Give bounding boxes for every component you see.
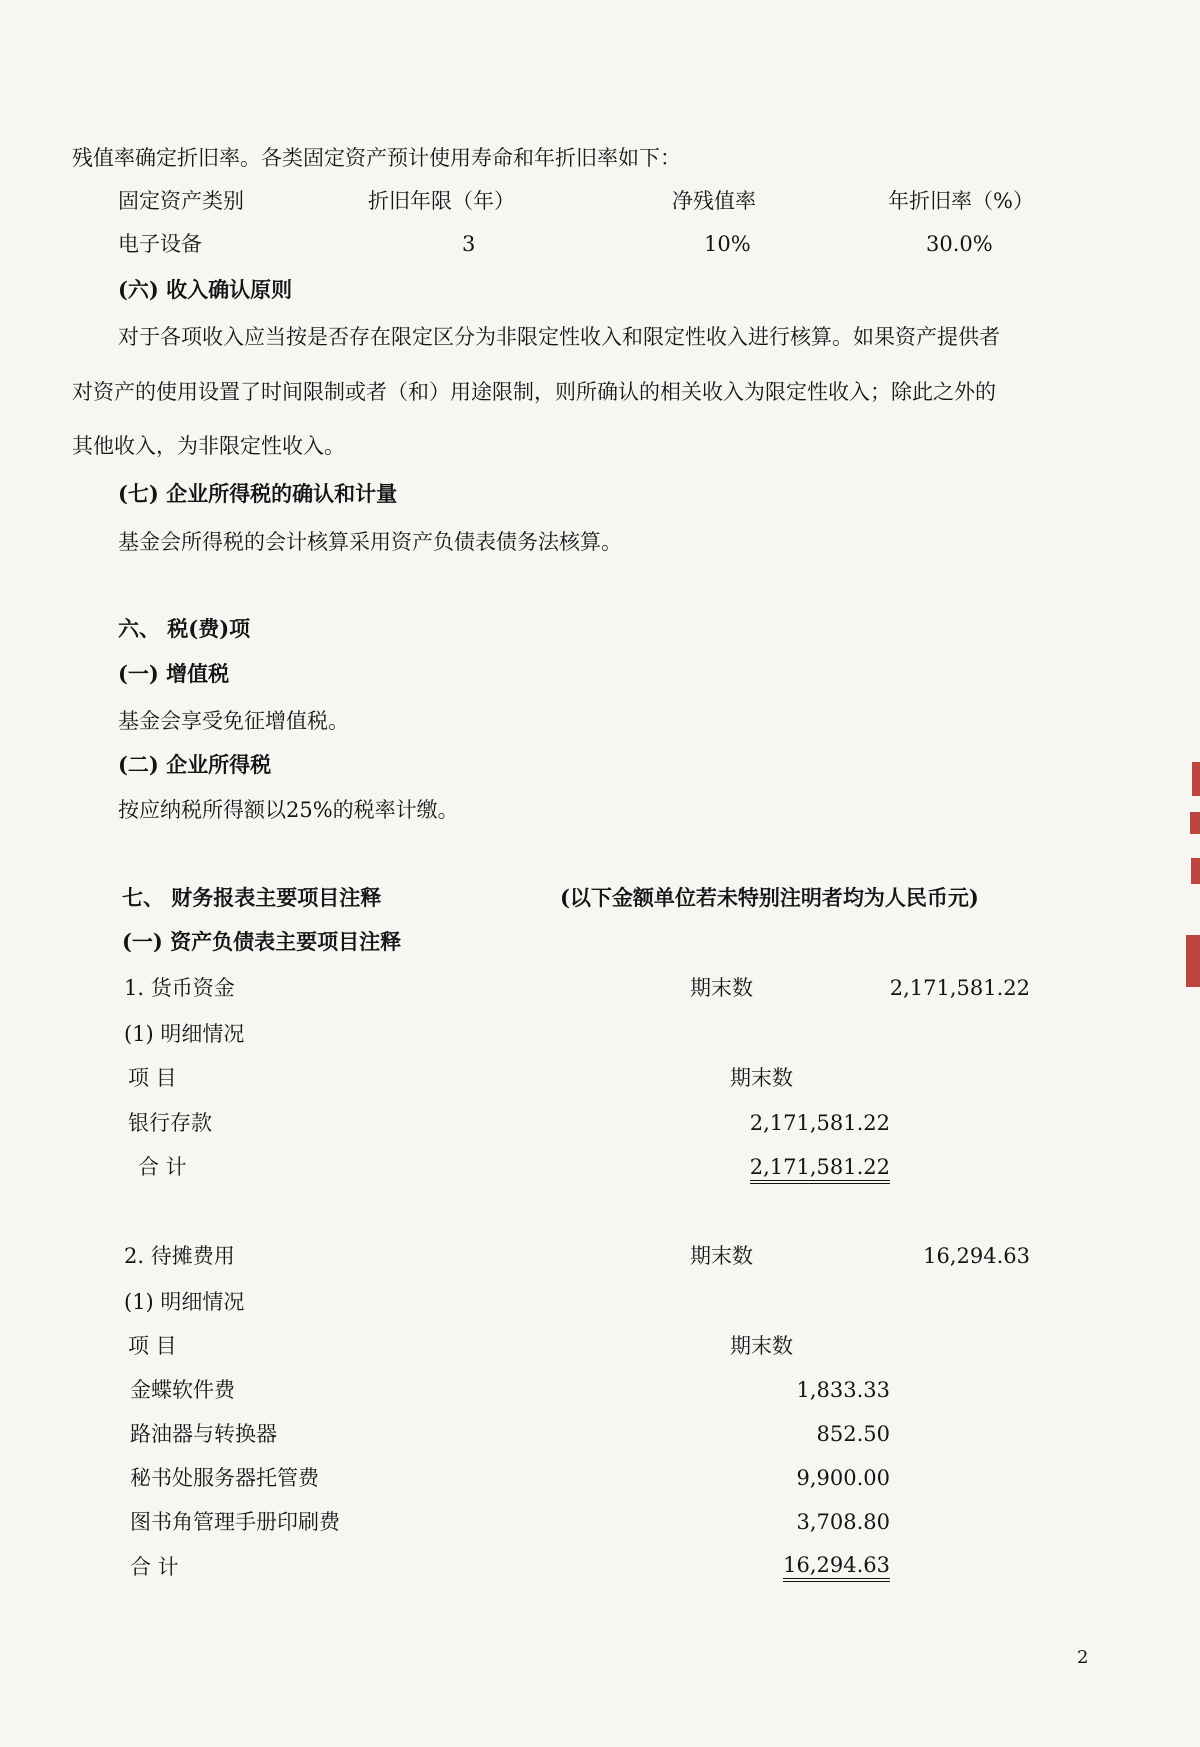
vat-heading: (一) 增值税 bbox=[118, 661, 230, 686]
unit-note: (以下金额单位若未特别注明者均为人民币元) bbox=[560, 885, 979, 910]
revenue-para-line-2: 对资产的使用设置了时间限制或者（和）用途限制，则所确认的相关收入为限定性收入；除此之外的 bbox=[72, 380, 996, 404]
revenue-principle-heading: (六) 收入确认原则 bbox=[118, 277, 293, 302]
cash-col-end: 期末数 bbox=[730, 1066, 793, 1090]
income-tax-heading: (七) 企业所得税的确认和计量 bbox=[118, 481, 398, 506]
revenue-para-line-3: 其他收入，为非限定性收入。 bbox=[72, 434, 345, 458]
table-row-value: 1,833.33 bbox=[796, 1378, 890, 1402]
prepaid-end-label: 期末数 bbox=[690, 1244, 753, 1268]
cash-end-value: 2,171,581.22 bbox=[889, 976, 1030, 1000]
table-row-label: 秘书处服务器托管费 bbox=[130, 1466, 319, 1490]
cash-end-label: 期末数 bbox=[690, 976, 753, 1000]
table-row-label: 金蝶软件费 bbox=[130, 1378, 235, 1402]
table-row-value: 2,171,581.22 bbox=[749, 1111, 890, 1135]
cash-col-item: 项 目 bbox=[128, 1066, 177, 1090]
page-number: 2 bbox=[1077, 1647, 1089, 1668]
depr-cell-rate: 30.0% bbox=[926, 232, 993, 256]
vat-text: 基金会享受免征增值税。 bbox=[118, 709, 349, 733]
table-row-value: 3,708.80 bbox=[796, 1510, 890, 1534]
notes-heading: 七、 财务报表主要项目注释 bbox=[122, 885, 382, 910]
depr-header-residual: 净残值率 bbox=[672, 189, 756, 213]
cash-title: 1. 货币资金 bbox=[124, 976, 235, 1000]
revenue-para-line-1: 对于各项收入应当按是否存在限定区分为非限定性收入和限定性收入进行核算。如果资产提供者 bbox=[118, 325, 1000, 349]
tax-section-heading: 六、 税(费)项 bbox=[118, 616, 251, 641]
prepaid-total-value: 16,294.63 bbox=[783, 1553, 890, 1582]
prepaid-detail-label: (1) 明细情况 bbox=[124, 1290, 245, 1314]
cit-heading: (二) 企业所得税 bbox=[118, 752, 272, 777]
depr-cell-years: 3 bbox=[462, 232, 476, 256]
table-row-value: 9,900.00 bbox=[796, 1466, 890, 1490]
balance-sheet-notes-heading: (一) 资产负债表主要项目注释 bbox=[122, 929, 402, 954]
depr-header-category: 固定资产类别 bbox=[118, 189, 244, 213]
prepaid-col-end: 期末数 bbox=[730, 1334, 793, 1358]
depr-cell-residual: 10% bbox=[704, 232, 751, 256]
cash-total-label: 合 计 bbox=[138, 1155, 187, 1179]
table-row-label: 路油器与转换器 bbox=[130, 1422, 277, 1446]
table-row-label: 图书角管理手册印刷费 bbox=[130, 1510, 340, 1534]
prepaid-total-label: 合 计 bbox=[130, 1555, 179, 1579]
prepaid-col-item: 项 目 bbox=[128, 1334, 177, 1358]
table-row-value: 852.50 bbox=[816, 1422, 890, 1446]
cit-text: 按应纳税所得额以25%的税率计缴。 bbox=[118, 798, 459, 822]
prepaid-end-value: 16,294.63 bbox=[923, 1244, 1030, 1268]
depr-cell-category: 电子设备 bbox=[118, 232, 202, 256]
income-tax-para: 基金会所得税的会计核算采用资产负债表债务法核算。 bbox=[118, 530, 622, 554]
depr-header-rate: 年折旧率（%） bbox=[888, 189, 1034, 213]
cash-total-value: 2,171,581.22 bbox=[750, 1155, 890, 1184]
intro-line: 残值率确定折旧率。各类固定资产预计使用寿命和年折旧率如下： bbox=[72, 146, 681, 170]
cash-detail-label: (1) 明细情况 bbox=[124, 1022, 245, 1046]
table-row-label: 银行存款 bbox=[128, 1111, 212, 1135]
prepaid-title: 2. 待摊费用 bbox=[124, 1244, 235, 1268]
depr-header-years: 折旧年限（年） bbox=[368, 189, 515, 213]
